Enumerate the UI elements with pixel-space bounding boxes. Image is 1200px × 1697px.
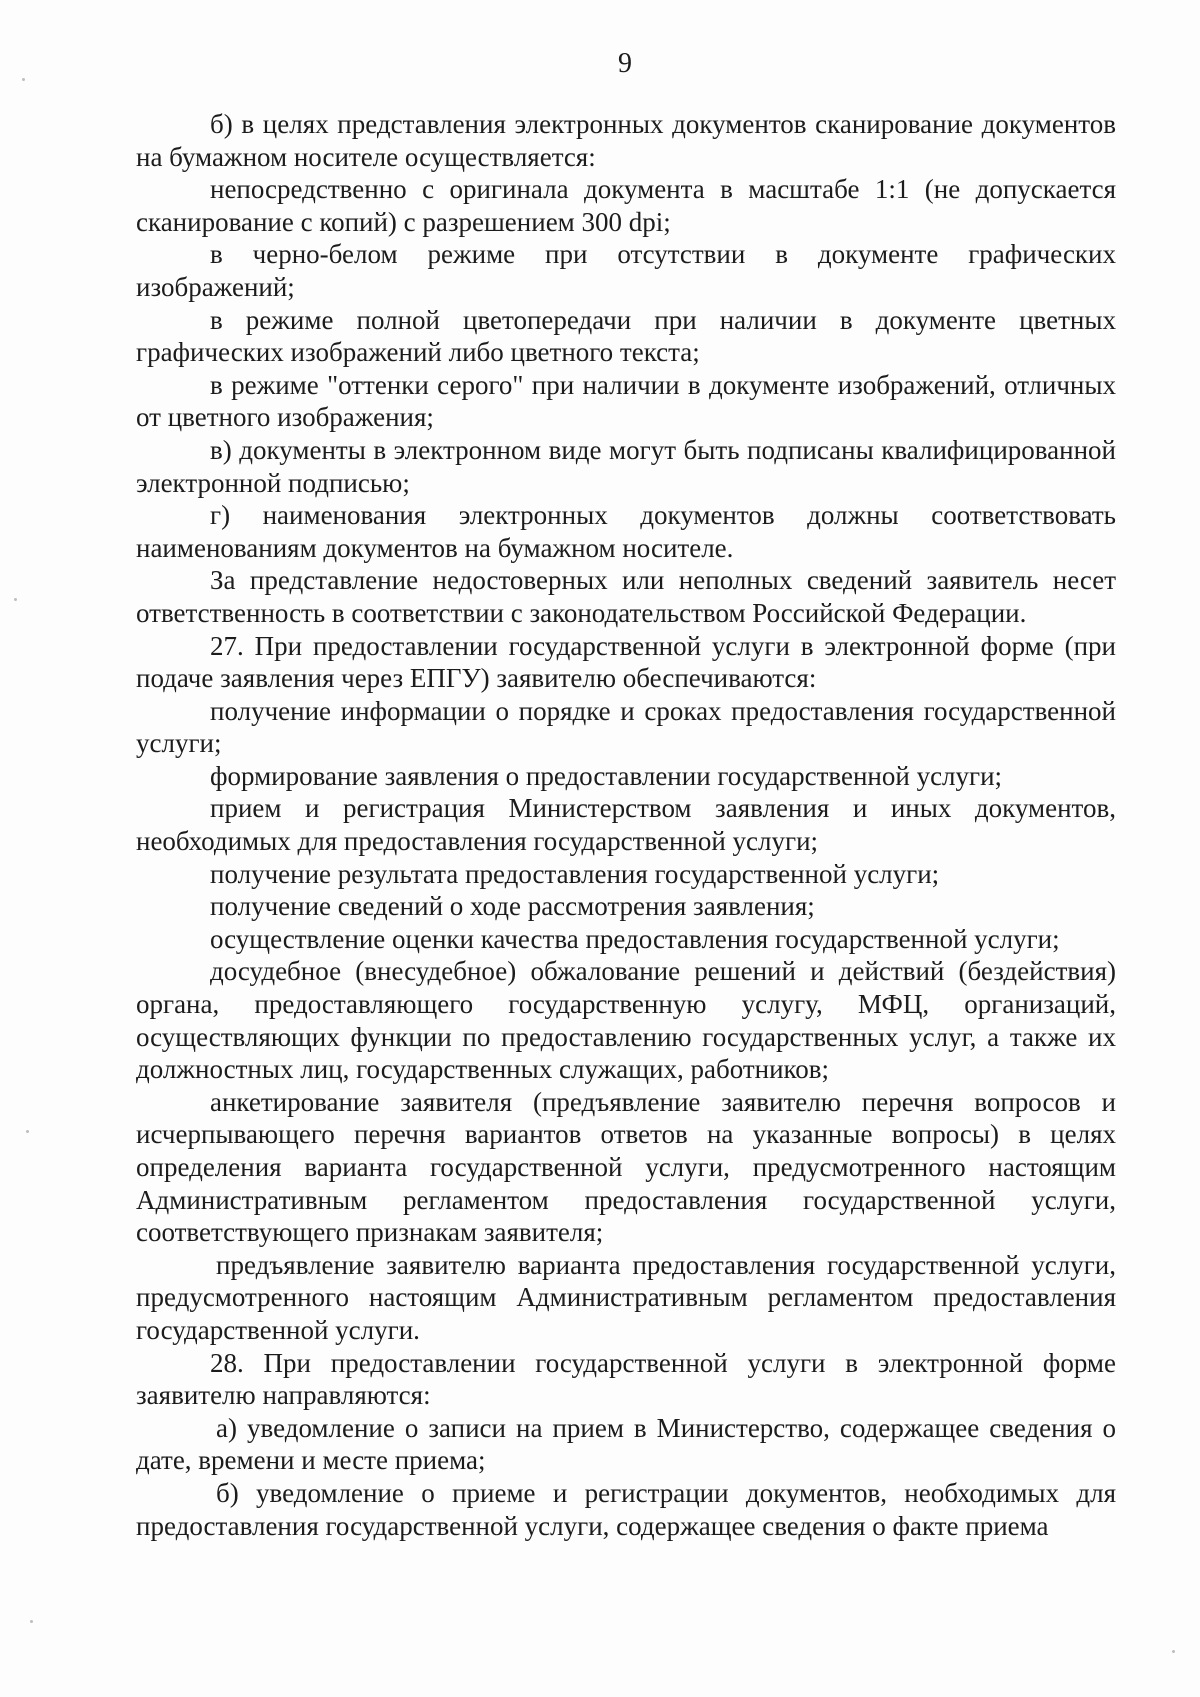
scan-speck [1172,1650,1175,1653]
paragraph: б) в целях представления электронных документов сканирование документов на бумажном носителе осуществляется: [136,109,1116,172]
paragraph: в) документы в электронном виде могут быть подписаны квалифицированной электронной подписью; [136,434,1116,498]
paragraph: в режиме "оттенки серого" при наличии в документе изображений, отличных от цветного изображения; [136,369,1116,433]
paragraph: формирование заявления о предоставлении государственной услуги; [210,760,1003,791]
document-body [136,108,1116,1542]
scan-speck [22,78,25,81]
paragraph: досудебное (внесудебное) обжалование решений и действий (бездействия) органа, предоставляющего государственную услугу, МФЦ, организаций, осуществляющих функции по предоставлению государственных услуг, а также их должностных лиц, государственных служащих, работников; [136,956,1116,1085]
paragraph: предъявление заявителю варианта предоставления государственной услуги, предусмотренного настоящим Административным регламентом предоставления государственной услуги. [136,1249,1116,1345]
paragraph: анкетирование заявителя (предъявление заявителю перечня вопросов и исчерпывающего перечня вариантов ответов на указанные вопросы) в целях определения варианта государственной услуги, предусмотренного настоящим Административным регламентом предоставления государственной услуги, соответствующего признакам заявителя; [136,1086,1116,1248]
paragraph: а) уведомление о записи на прием в Министерство, содержащее сведения о дате, времени и месте приема; [136,1412,1116,1476]
paragraph: получение информации о порядке и сроках предоставления государственной услуги; [136,695,1116,759]
paragraph: в черно-белом режиме при отсутствии в документе графических изображений; [136,239,1116,302]
paragraph: г) наименования электронных документов должны соответствовать наименованиям документов на бумажном носителе. [136,500,1116,563]
paragraph: прием и регистрация Министерством заявления и иных документов, необходимых для предоставления государственной услуги; [136,793,1116,857]
paragraph: непосредственно с оригинала документа в масштабе 1:1 (не допускается сканирование с копий) с разрешением 300 dpi; [136,174,1116,237]
paragraph: осуществление оценки качества предоставления государственной услуги; [210,923,1060,954]
page-number: 9 [618,48,632,79]
paragraph: получение сведений о ходе рассмотрения заявления; [210,891,815,922]
paragraph: 27. При предоставлении государственной услуги в электронной форме (при подаче заявления через ЕПГУ) заявителю обеспечиваются: [136,630,1116,694]
scan-speck [30,1620,33,1623]
scan-speck [26,1130,29,1133]
scan-speck [14,598,17,601]
paragraph: получение результата предоставления государственной услуги; [210,858,940,889]
paragraph: в режиме полной цветопередачи при наличии в документе цветных графических изображений либо цветного текста; [136,304,1116,368]
paragraph: 28. При предоставлении государственной услуги в электронной форме заявителю направляются: [136,1347,1116,1411]
paragraph: б) уведомление о приеме и регистрации документов, необходимых для предоставления государственной услуги, содержащее сведения о факте приема [136,1477,1116,1541]
paragraph: За представление недостоверных или неполных сведений заявитель несет ответственность в соответствии с законодательством Российской Федерации. [136,565,1116,628]
